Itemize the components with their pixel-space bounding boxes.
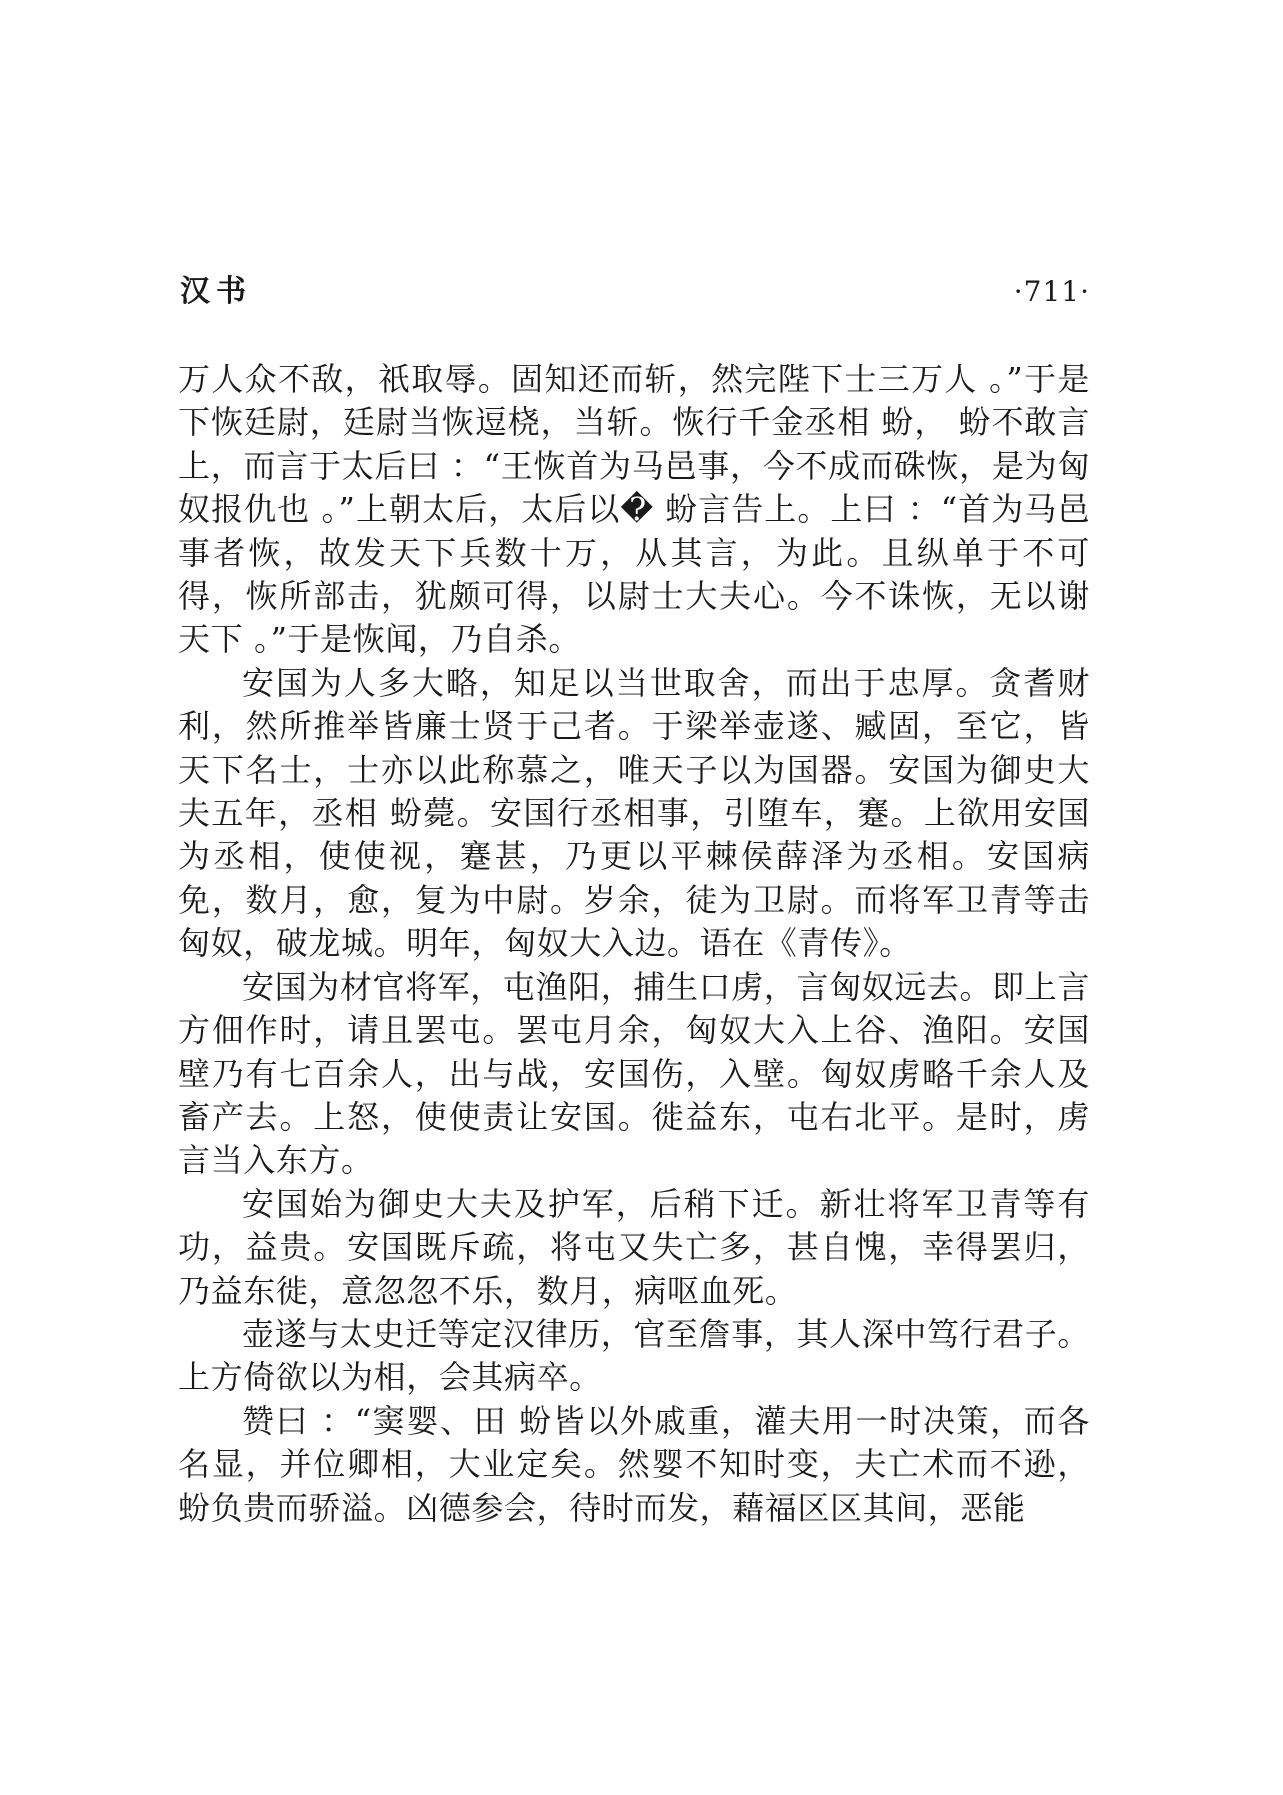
paragraph: 赞曰 ：“窦婴、田 蚡皆以外戚重，灌夫用一时决策，而各名显，并位卿相，大业定矣。然婴不知时变，夫亡术而不逊， 蚡负贵而骄溢。凶德参会，待时而发，藉福区区其间，恶能 <box>178 1401 1090 1527</box>
paragraph: 万人众不敌，祇取辱。固知还而斩，然完陛下士三万人 。”于是下恢廷尉，廷尉当恢逗桡，当斩。恢行千金丞相 蚡， 蚡不敢言上，而言于太后曰 ：“王恢首为马邑事，今不成而硃恢，是为匈奴报仇也 。”上朝太后，太后以� 蚡言告上。上曰 ：“首为马邑事者恢，故发天下兵数十万，从其言，为此。且纵单于不可得，恢所部击，犹颇可得，以尉士大夫心。今不诛恢，无以谢天下 。”于是恢闻，乃自杀。 <box>178 360 1090 659</box>
paragraph: 壶遂与太史迁等定汉律历，官至詹事，其人深中笃行君子。上方倚欲以为相，会其病卒。 <box>178 1314 1090 1397</box>
page-number: ·711· <box>1013 275 1090 308</box>
paragraph: 安国为材官将军，屯渔阳，捕生口虏，言匈奴远去。即上言方佃作时，请且罢屯。罢屯月余，匈奴大入上谷、渔阳。安国壁乃有七百余人，出与战，安国伤，入壁。匈奴虏略千余人及畜产去。上怒，使使责让安国。徙益东，屯右北平。是时，虏言当入东方。 <box>178 967 1090 1180</box>
paragraph: 安国始为御史大夫及护军，后稍下迁。新壮将军卫青等有功，益贵。安国既斥疏，将屯又失亡多，甚自愧，幸得罢归，乃益东徙，意忽忽不乐，数月，病呕血死。 <box>178 1184 1090 1310</box>
paragraph: 安国为人多大略，知足以当世取舍，而出于忠厚。贪耆财利，然所推举皆廉士贤于己者。于梁举壶遂、臧固，至它，皆天下名士，士亦以此称慕之，唯天子以为国器。安国为御史大夫五年，丞相 蚡薨。安国行丞相事，引堕车，蹇。上欲用安国为丞相，使使视，蹇甚，乃更以平棘侯薛泽为丞相。安国病免，数月，愈，复为中尉。岁余，徒为卫尉。而将军卫青等击匈奴，破龙城。明年，匈奴大入边。语在《青传》。 <box>178 663 1090 963</box>
running-head <box>180 272 1090 312</box>
book-title: 汉书 <box>180 274 252 309</box>
body-text <box>178 358 1090 1530</box>
